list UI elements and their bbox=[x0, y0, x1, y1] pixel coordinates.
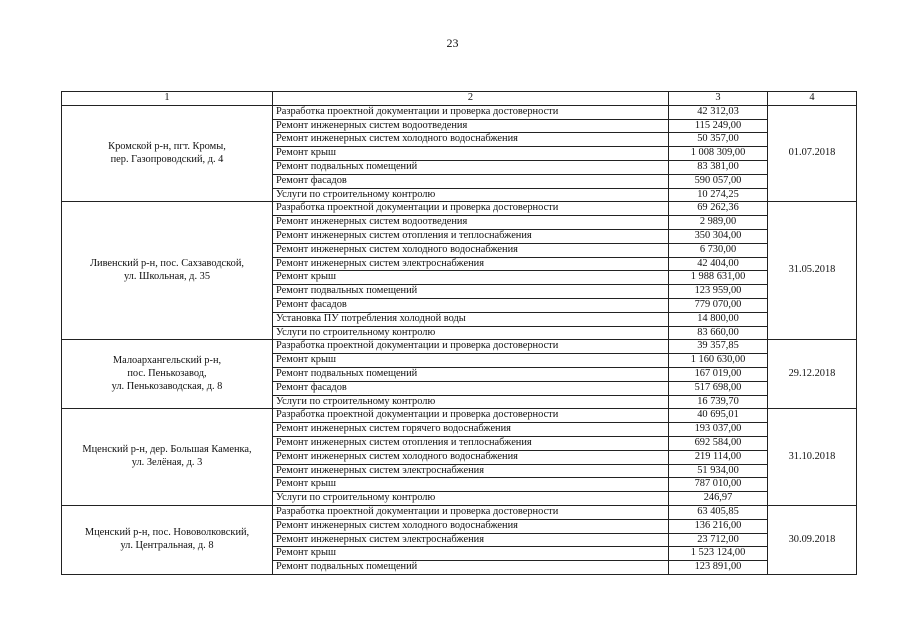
cost-amount: 69 262,36 bbox=[669, 202, 768, 216]
column-header: 4 bbox=[768, 92, 857, 106]
object-address bbox=[62, 202, 273, 340]
address-line: ул. Пенькозаводская, д. 8 bbox=[111, 380, 223, 392]
cost-amount: 83 381,00 bbox=[669, 160, 768, 174]
work-type: Разработка проектной документации и проверка достоверности bbox=[273, 409, 669, 423]
header-row bbox=[62, 92, 857, 106]
work-type: Ремонт инженерных систем электроснабжения bbox=[273, 257, 669, 271]
cost-amount: 2 989,00 bbox=[669, 216, 768, 230]
cost-amount: 167 019,00 bbox=[669, 367, 768, 381]
cost-amount: 6 730,00 bbox=[669, 243, 768, 257]
cost-amount: 42 404,00 bbox=[669, 257, 768, 271]
cost-amount: 51 934,00 bbox=[669, 464, 768, 478]
work-type: Услуги по строительному контролю bbox=[273, 395, 669, 409]
column-header: 2 bbox=[273, 92, 669, 106]
cost-amount: 1 008 309,00 bbox=[669, 147, 768, 161]
cost-amount: 14 800,00 bbox=[669, 312, 768, 326]
table-row bbox=[62, 105, 857, 119]
address-line: пос. Пенькозавод, bbox=[127, 367, 207, 379]
column-header: 1 bbox=[62, 92, 273, 106]
work-type: Услуги по строительному контролю bbox=[273, 492, 669, 506]
work-type: Ремонт инженерных систем холодного водоснабжения bbox=[273, 519, 669, 533]
repair-table bbox=[61, 91, 857, 575]
cost-amount: 63 405,85 bbox=[669, 505, 768, 519]
work-type: Ремонт инженерных систем холодного водоснабжения bbox=[273, 133, 669, 147]
work-type: Ремонт подвальных помещений bbox=[273, 160, 669, 174]
completion-date: 31.10.2018 bbox=[768, 409, 857, 506]
completion-date: 01.07.2018 bbox=[768, 105, 857, 202]
work-type: Ремонт крыш bbox=[273, 354, 669, 368]
table-row bbox=[62, 505, 857, 519]
cost-amount: 115 249,00 bbox=[669, 119, 768, 133]
page-number: 23 bbox=[446, 36, 459, 50]
address-line: Малоархангельский р-н, bbox=[112, 355, 222, 367]
address-line: ул. Школьная, д. 35 bbox=[123, 270, 211, 282]
table-row bbox=[62, 340, 857, 354]
address-line: Ливенский р-н, пос. Сахзаводской, bbox=[89, 258, 245, 270]
work-type: Ремонт подвальных помещений bbox=[273, 285, 669, 299]
cost-amount: 10 274,25 bbox=[669, 188, 768, 202]
cost-amount: 350 304,00 bbox=[669, 229, 768, 243]
work-type: Ремонт инженерных систем отопления и теплоснабжения bbox=[273, 229, 669, 243]
work-type: Услуги по строительному контролю bbox=[273, 326, 669, 340]
table-body bbox=[62, 105, 857, 574]
work-type: Ремонт инженерных систем электроснабжения bbox=[273, 533, 669, 547]
work-type: Ремонт инженерных систем холодного водоснабжения bbox=[273, 450, 669, 464]
object-address bbox=[62, 340, 273, 409]
cost-amount: 1 160 630,00 bbox=[669, 354, 768, 368]
cost-amount: 123 891,00 bbox=[669, 561, 768, 575]
work-type: Ремонт инженерных систем отопления и теплоснабжения bbox=[273, 436, 669, 450]
work-type: Ремонт крыш bbox=[273, 271, 669, 285]
address-line: Мценский р-н, пос. Нововолковский, bbox=[84, 527, 250, 539]
cost-amount: 23 712,00 bbox=[669, 533, 768, 547]
work-type: Разработка проектной документации и проверка достоверности bbox=[273, 105, 669, 119]
work-type: Ремонт крыш bbox=[273, 478, 669, 492]
object-address bbox=[62, 505, 273, 574]
address-line: Мценский р-н, дер. Большая Каменка, bbox=[82, 444, 252, 456]
cost-amount: 42 312,03 bbox=[669, 105, 768, 119]
cost-amount: 39 357,85 bbox=[669, 340, 768, 354]
work-type: Ремонт фасадов bbox=[273, 298, 669, 312]
cost-amount: 123 959,00 bbox=[669, 285, 768, 299]
work-type: Ремонт крыш bbox=[273, 547, 669, 561]
work-type: Ремонт инженерных систем электроснабжения bbox=[273, 464, 669, 478]
cost-amount: 50 357,00 bbox=[669, 133, 768, 147]
work-type: Установка ПУ потребления холодной воды bbox=[273, 312, 669, 326]
object-address bbox=[62, 105, 273, 202]
work-type: Разработка проектной документации и проверка достоверности bbox=[273, 340, 669, 354]
cost-amount: 16 739,70 bbox=[669, 395, 768, 409]
completion-date: 29.12.2018 bbox=[768, 340, 857, 409]
work-type: Ремонт подвальных помещений bbox=[273, 367, 669, 381]
work-type: Разработка проектной документации и проверка достоверности bbox=[273, 505, 669, 519]
cost-amount: 193 037,00 bbox=[669, 423, 768, 437]
work-type: Ремонт инженерных систем водоотведения bbox=[273, 119, 669, 133]
work-type: Разработка проектной документации и проверка достоверности bbox=[273, 202, 669, 216]
work-type: Ремонт крыш bbox=[273, 147, 669, 161]
cost-amount: 590 057,00 bbox=[669, 174, 768, 188]
completion-date: 30.09.2018 bbox=[768, 505, 857, 574]
work-type: Ремонт фасадов bbox=[273, 381, 669, 395]
address-line: ул. Центральная, д. 8 bbox=[120, 539, 214, 551]
address-line: пер. Газопроводский, д. 4 bbox=[110, 153, 224, 165]
address-line: Кромской р-н, пгт. Кромы, bbox=[108, 140, 226, 152]
cost-amount: 787 010,00 bbox=[669, 478, 768, 492]
cost-amount: 779 070,00 bbox=[669, 298, 768, 312]
work-type: Ремонт инженерных систем горячего водоснабжения bbox=[273, 423, 669, 437]
cost-amount: 517 698,00 bbox=[669, 381, 768, 395]
work-type: Ремонт фасадов bbox=[273, 174, 669, 188]
cost-amount: 246,97 bbox=[669, 492, 768, 506]
table-row bbox=[62, 409, 857, 423]
work-type: Ремонт инженерных систем водоотведения bbox=[273, 216, 669, 230]
cost-amount: 40 695,01 bbox=[669, 409, 768, 423]
cost-amount: 83 660,00 bbox=[669, 326, 768, 340]
work-type: Услуги по строительному контролю bbox=[273, 188, 669, 202]
object-address bbox=[62, 409, 273, 506]
cost-amount: 1 523 124,00 bbox=[669, 547, 768, 561]
address-line: ул. Зелёная, д. 3 bbox=[131, 457, 203, 469]
column-header: 3 bbox=[669, 92, 768, 106]
work-type: Ремонт инженерных систем холодного водоснабжения bbox=[273, 243, 669, 257]
table-row bbox=[62, 202, 857, 216]
completion-date: 31.05.2018 bbox=[768, 202, 857, 340]
cost-amount: 1 988 631,00 bbox=[669, 271, 768, 285]
work-type: Ремонт подвальных помещений bbox=[273, 561, 669, 575]
cost-amount: 219 114,00 bbox=[669, 450, 768, 464]
cost-amount: 692 584,00 bbox=[669, 436, 768, 450]
cost-amount: 136 216,00 bbox=[669, 519, 768, 533]
